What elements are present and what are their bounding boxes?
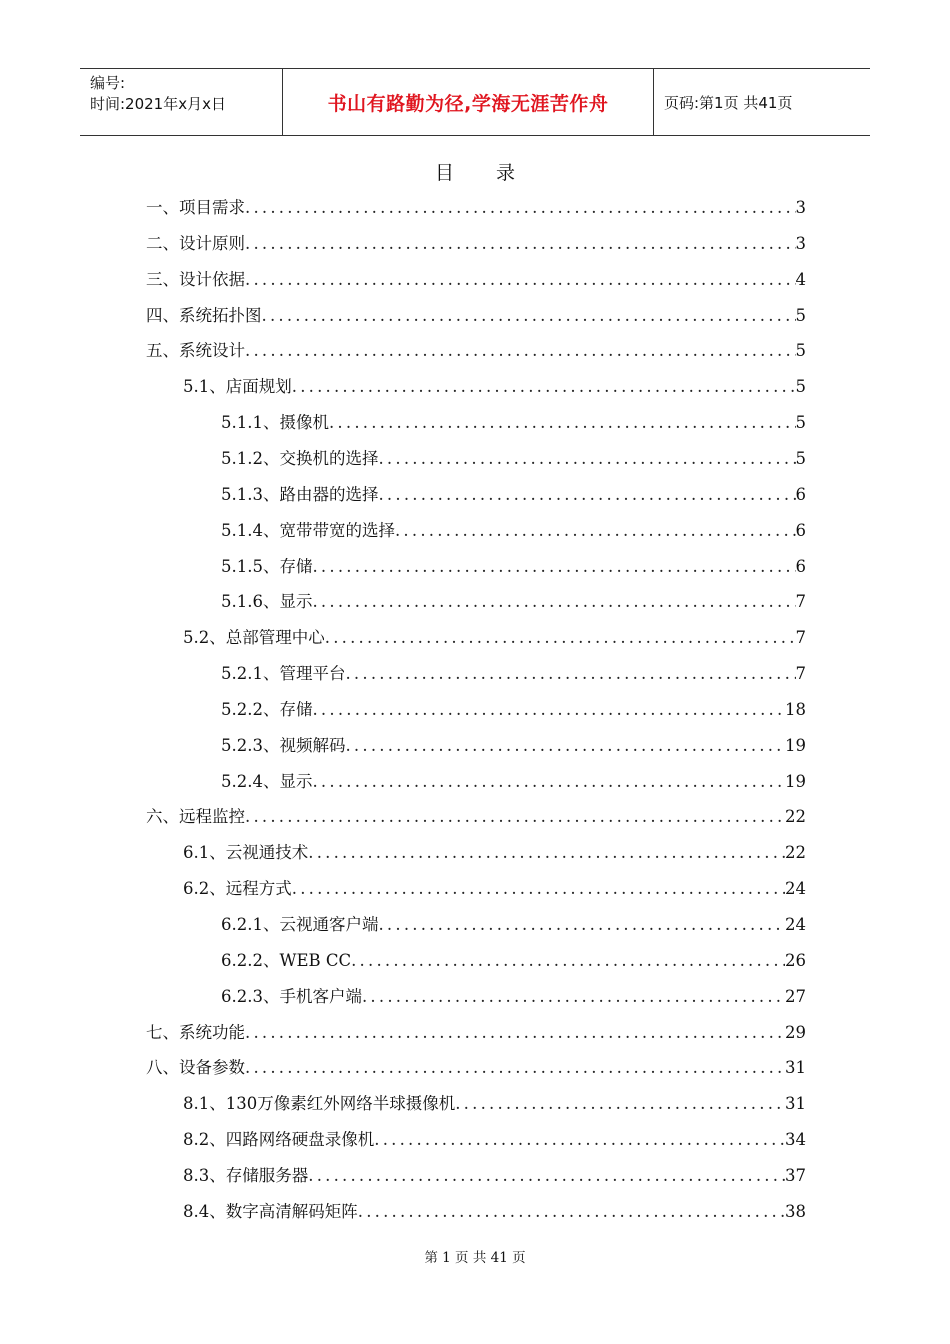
- toc-entry-page: 29: [785, 1022, 806, 1042]
- toc-entry-label: 七、系统功能: [146, 1022, 245, 1042]
- page-footer: 第 1 页 共 41 页: [424, 1250, 526, 1266]
- toc-entry-page: 5: [795, 305, 806, 325]
- toc-entry-label: 5.1.1、摄像机: [221, 413, 329, 433]
- toc-entry-label: 6.2.3、手机客户端: [221, 986, 362, 1006]
- toc-entry[interactable]: [146, 298, 806, 334]
- toc-entry-label: 6.2.2、WEB CC: [221, 950, 352, 970]
- toc-entry[interactable]: [183, 1158, 806, 1194]
- toc-entry-label: 8.1、130万像素红外网络半球摄像机: [183, 1094, 456, 1114]
- toc-dot-leader: [245, 799, 785, 835]
- toc-entry-page: 31: [785, 1058, 806, 1078]
- toc-entry[interactable]: [146, 1015, 806, 1051]
- toc-entry-label: 一、项目需求: [146, 198, 245, 217]
- toc-entry[interactable]: [221, 441, 806, 477]
- toc-dot-leader: [312, 584, 795, 620]
- toc-entry[interactable]: [183, 871, 806, 907]
- toc-entry-page: 7: [795, 664, 806, 684]
- toc-dot-leader: [358, 1194, 785, 1230]
- toc-dot-leader: [245, 190, 796, 226]
- toc-entry-page: 6: [795, 520, 806, 540]
- toc-entry[interactable]: [183, 1086, 806, 1122]
- toc-dot-leader: [378, 441, 795, 477]
- toc-entry-label: 5.2、总部管理中心: [183, 628, 325, 648]
- toc-entry[interactable]: [146, 190, 806, 226]
- toc-dot-leader: [312, 764, 785, 800]
- toc-dot-leader: [455, 1086, 785, 1122]
- toc-entry[interactable]: [221, 477, 806, 513]
- toc-entry-label: 三、设计依据: [146, 269, 245, 289]
- toc-entry-label: 6.2、远程方式: [183, 879, 292, 899]
- toc-entry-page: 5: [795, 448, 806, 468]
- toc-dot-leader: [351, 943, 785, 979]
- toc-entry-label: 5.2.2、存储: [221, 699, 313, 719]
- toc-entry-label: 5.1、店面规划: [183, 377, 292, 397]
- document-time-label: 时间:2021年x月x日: [90, 95, 226, 113]
- toc-entry[interactable]: [221, 728, 806, 764]
- header-meta: [80, 69, 282, 135]
- toc-entry-label: 8.3、存储服务器: [183, 1165, 309, 1185]
- toc-entry-label: 8.4、数字高清解码矩阵: [183, 1201, 358, 1221]
- toc-dot-leader: [308, 1158, 785, 1194]
- toc-entry-label: 5.1.2、交换机的选择: [221, 448, 379, 468]
- toc-entry-page: 34: [785, 1130, 806, 1150]
- toc-entry-label: 5.2.4、显示: [221, 771, 313, 791]
- toc-entry-label: 5.1.3、路由器的选择: [221, 484, 379, 504]
- toc-entry[interactable]: [221, 692, 806, 728]
- toc-entry-page: 5: [795, 377, 806, 397]
- toc-dot-leader: [325, 620, 796, 656]
- toc-dot-leader: [292, 369, 796, 405]
- toc-entry-label: 五、系统设计: [146, 341, 245, 361]
- toc-dot-leader: [245, 1015, 785, 1051]
- toc-entry-label: 5.1.5、存储: [221, 556, 313, 576]
- toc-dot-leader: [345, 656, 795, 692]
- page-header: [80, 68, 870, 136]
- toc-entry[interactable]: [221, 907, 806, 943]
- toc-dot-leader: [245, 1050, 785, 1086]
- toc-entry-page: 31: [785, 1094, 806, 1114]
- toc-entry-page: 4: [795, 269, 806, 289]
- toc-dot-leader: [362, 979, 785, 1015]
- header-motto: 书山有路勤为径,学海无涯苦作舟: [282, 69, 654, 135]
- toc-entry-page: 3: [795, 198, 806, 217]
- toc-entry[interactable]: [183, 835, 806, 871]
- toc-entry-page: 26: [785, 950, 806, 970]
- toc-entry-label: 六、远程监控: [146, 807, 245, 827]
- toc-entry-page: 6: [795, 556, 806, 576]
- toc-entry-page: 22: [785, 807, 806, 827]
- toc-dot-leader: [308, 835, 785, 871]
- toc-dot-leader: [312, 549, 795, 585]
- toc-dot-leader: [378, 907, 785, 943]
- toc-entry-label: 6.1、云视通技术: [183, 843, 309, 863]
- toc-entry[interactable]: [146, 333, 806, 369]
- toc-entry[interactable]: [183, 1122, 806, 1158]
- toc-entry[interactable]: [146, 1050, 806, 1086]
- toc-title: 目 录: [434, 162, 534, 184]
- toc-dot-leader: [245, 226, 796, 262]
- toc-entry-label: 5.1.6、显示: [221, 592, 313, 612]
- toc-entry-page: 5: [795, 341, 806, 361]
- toc-entry-label: 5.1.4、宽带带宽的选择: [221, 520, 395, 540]
- toc-entry-label: 6.2.1、云视通客户端: [221, 915, 379, 934]
- toc-entry[interactable]: [221, 405, 806, 441]
- toc-entry-label: 8.2、四路网络硬盘录像机: [183, 1130, 375, 1150]
- toc-entry-page: 19: [785, 735, 806, 755]
- toc-entry-label: 四、系统拓扑图: [146, 305, 262, 325]
- header-page-info: 页码:第1页 共41页: [664, 93, 793, 112]
- toc-entry[interactable]: [146, 262, 806, 298]
- toc-entry-page: 7: [795, 628, 806, 648]
- toc-dot-leader: [292, 871, 785, 907]
- toc-dot-leader: [374, 1122, 785, 1158]
- toc-entry[interactable]: [221, 656, 806, 692]
- toc-dot-leader: [395, 513, 796, 549]
- toc-entry[interactable]: [221, 764, 806, 800]
- toc-dot-leader: [329, 405, 796, 441]
- toc-dot-leader: [245, 262, 796, 298]
- toc-entry-page: 22: [785, 843, 806, 863]
- toc-entry[interactable]: [146, 799, 806, 835]
- toc-dot-leader: [262, 298, 796, 334]
- toc-entry-page: 24: [785, 915, 806, 934]
- toc-entry-label: 八、设备参数: [146, 1058, 245, 1078]
- toc-entry[interactable]: [221, 549, 806, 585]
- toc-dot-leader: [245, 333, 796, 369]
- toc-dot-leader: [345, 728, 785, 764]
- toc-entry[interactable]: [146, 226, 806, 262]
- toc-entry-page: 38: [785, 1201, 806, 1221]
- toc-entry-page: 24: [785, 879, 806, 899]
- toc-entry-page: 6: [795, 484, 806, 504]
- toc-entry-page: 37: [785, 1165, 806, 1185]
- toc-entry[interactable]: [221, 943, 806, 979]
- toc-entry-page: 3: [795, 233, 806, 253]
- toc-entry-page: 19: [785, 771, 806, 791]
- toc-entry-page: 5: [795, 413, 806, 433]
- toc-dot-leader: [378, 477, 795, 513]
- toc-entry-page: 18: [785, 699, 806, 719]
- toc-dot-leader: [312, 692, 785, 728]
- toc-entry[interactable]: [183, 620, 806, 656]
- toc-entry[interactable]: [183, 369, 806, 405]
- toc-entry-label: 5.2.1、管理平台: [221, 664, 346, 684]
- toc-entry-page: 7: [795, 592, 806, 612]
- toc-entry-page: 27: [785, 986, 806, 1006]
- toc-entry[interactable]: [221, 584, 806, 620]
- toc-entry[interactable]: [183, 1194, 806, 1230]
- toc-entry[interactable]: [221, 513, 806, 549]
- document-number-label: 编号:: [90, 74, 126, 92]
- toc-entry-label: 5.2.3、视频解码: [221, 735, 346, 755]
- toc-entry[interactable]: [221, 979, 806, 1015]
- toc-entry-label: 二、设计原则: [146, 233, 245, 253]
